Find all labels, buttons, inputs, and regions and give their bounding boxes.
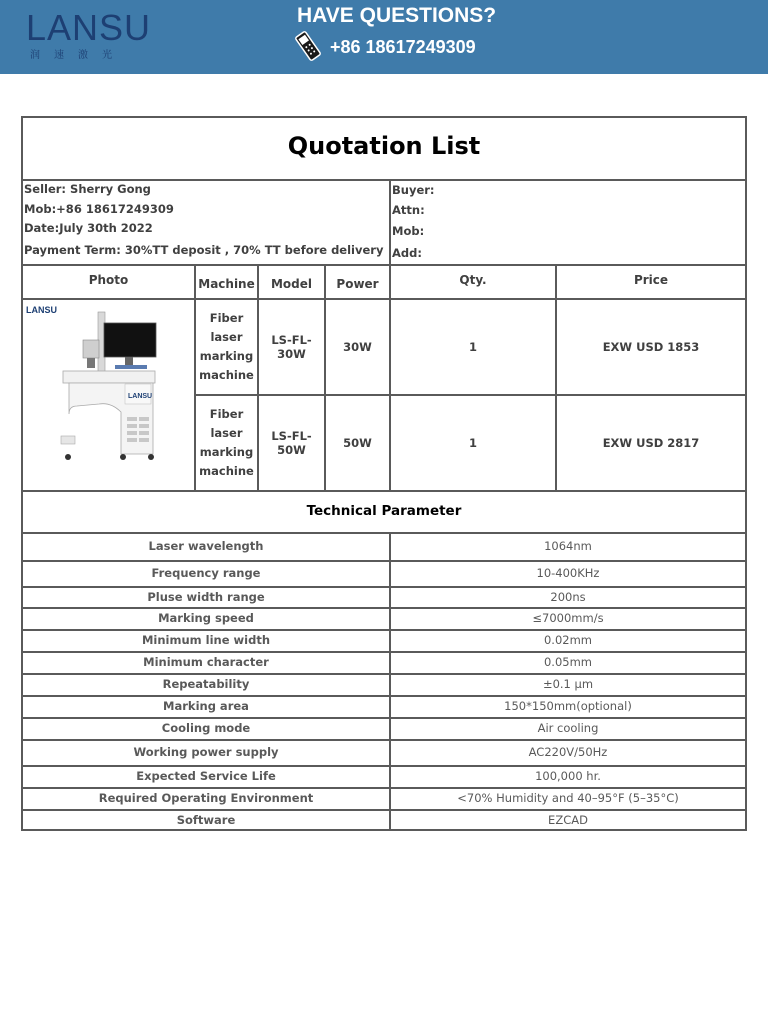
contact-phone[interactable]: +86 18617249309 (330, 37, 476, 57)
parameter-value: <70% Humidity and 40–95°F (5–35°C) (457, 791, 679, 805)
buyer-label: Buyer: (392, 183, 435, 197)
divider (23, 695, 745, 697)
column-header-model: Model (270, 277, 313, 291)
buyer-mobile-label: Mob: (392, 224, 425, 238)
parameter-row (23, 561, 745, 587)
divider (23, 264, 745, 266)
divider (389, 532, 391, 831)
parameter-label: Repeatability (162, 677, 250, 691)
machine-photo (25, 302, 192, 488)
column-header-machine: Machine (198, 277, 255, 291)
power-cell: 30W (343, 340, 372, 354)
model-cell: LS-FL-50W (271, 429, 312, 457)
divider (23, 607, 745, 609)
divider (23, 586, 745, 588)
divider (23, 629, 745, 631)
header-banner (0, 0, 768, 74)
parameter-label: Pluse width range (147, 589, 265, 604)
parameter-row (23, 608, 745, 630)
divider (23, 765, 745, 767)
divider (23, 673, 745, 675)
page-title: Quotation List (287, 132, 481, 160)
model-cell: LS-FL-30W (271, 333, 312, 361)
parameter-label: Marking speed (158, 611, 254, 625)
parameter-value: ≤7000mm/s (532, 611, 604, 625)
parameter-row (23, 718, 745, 740)
parameter-row (23, 740, 745, 766)
parameter-row (23, 532, 745, 561)
column-header-qty: Qty. (459, 273, 487, 287)
parameter-row (23, 696, 745, 718)
price-cell: EXW USD 2817 (602, 436, 700, 450)
parameter-row (23, 674, 745, 696)
parameter-row (23, 587, 745, 608)
parameter-label: Software (176, 812, 236, 827)
parameter-label: Working power supply (133, 745, 279, 759)
parameter-row (23, 652, 745, 674)
parameter-value: 0.02mm (543, 633, 592, 647)
quote-date: Date:July 30th 2022 (24, 221, 153, 235)
parameter-row (23, 630, 745, 652)
parameter-row (23, 766, 745, 788)
divider (23, 739, 745, 741)
svg-text:LANSU: LANSU (128, 393, 153, 400)
divider (23, 651, 745, 653)
divider (23, 560, 745, 562)
column-header-price: Price (633, 273, 669, 287)
divider (23, 717, 745, 719)
qty-cell: 1 (468, 340, 477, 354)
parameter-label: Minimum line width (141, 633, 271, 647)
parameter-value: AC220V/50Hz (528, 745, 608, 759)
parameter-label: Expected Service Life (136, 769, 276, 783)
divider (23, 809, 745, 811)
parameter-row (23, 788, 745, 810)
power-cell: 50W (343, 436, 372, 450)
parameter-value: EZCAD (548, 812, 588, 827)
logo-text: LANSU (26, 7, 152, 48)
parameter-value: Air cooling (537, 721, 599, 735)
parameter-value: 100,000 hr. (535, 769, 601, 783)
technical-parameter-heading: Technical Parameter (306, 503, 462, 519)
divider (23, 787, 745, 789)
parameter-value: 10-400KHz (536, 566, 600, 580)
parameter-value: 1064nm (544, 538, 592, 553)
parameter-label: Minimum character (143, 655, 269, 669)
photo-logo: LANSU (26, 305, 57, 315)
quotation-table (21, 116, 747, 831)
machine-cell: Fiber laser marking machine (199, 407, 254, 478)
parameter-label: Laser wavelength (148, 538, 264, 553)
parameter-value: 150*150mm(optional) (504, 699, 632, 713)
parameter-label: Required Operating Environment (98, 791, 314, 805)
parameter-value: 0.05mm (543, 655, 592, 669)
laser-machine-image (25, 302, 192, 488)
divider (23, 490, 745, 492)
phone-icon (290, 28, 326, 64)
parameter-label: Cooling mode (161, 721, 251, 735)
machine-cell: Fiber laser marking machine (199, 311, 254, 382)
parameter-row (23, 810, 745, 831)
company-logo (26, 7, 166, 61)
seller-mobile: Mob:+86 18617249309 (24, 202, 174, 216)
attn-label: Attn: (392, 203, 425, 217)
price-cell: EXW USD 1853 (602, 340, 700, 354)
parameter-value: 200ns (550, 589, 586, 604)
address-label: Add: (392, 246, 422, 260)
payment-term: Payment Term: 30%TT deposit , 70% TT before delivery (24, 243, 384, 257)
column-header-power: Power (336, 277, 379, 291)
qty-cell: 1 (468, 436, 477, 450)
parameter-label: Marking area (163, 699, 249, 713)
parameter-label: Frequency range (151, 566, 261, 580)
divider (23, 179, 745, 181)
logo-subtitle: 润速激光 (30, 50, 126, 61)
parameter-value: ±0.1 μm (542, 677, 594, 691)
column-header-photo: Photo (88, 273, 129, 287)
have-questions-heading: HAVE QUESTIONS? (297, 4, 497, 27)
seller-name: Seller: Sherry Gong (24, 182, 151, 196)
